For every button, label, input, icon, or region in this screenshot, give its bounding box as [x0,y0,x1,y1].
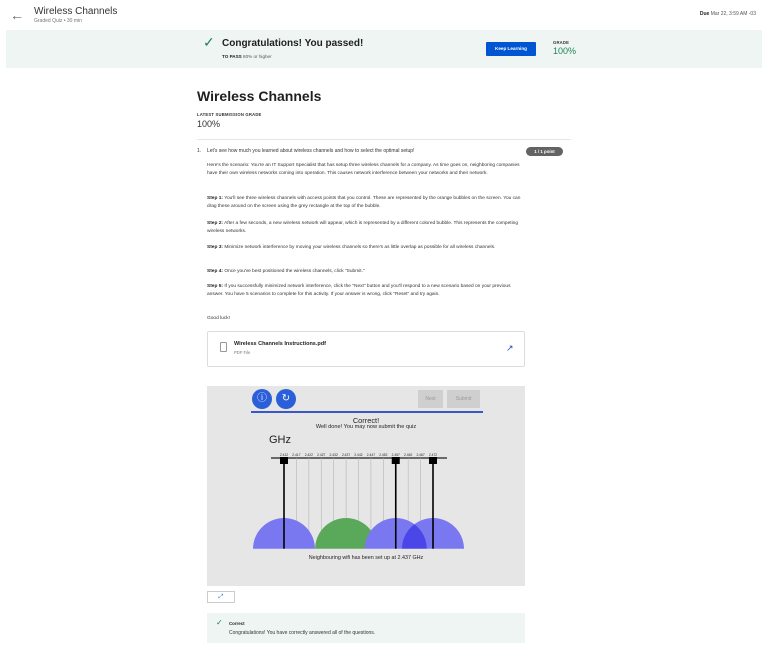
passed-message: Congratulations! You passed! [222,38,364,49]
question-prompt: Let's see how much you learned about wireless channels and how to select the optimal setup! [207,148,415,154]
check-icon: ✓ [216,618,223,627]
access-point-handle [429,457,437,464]
tick-label: 2.462 [404,453,413,457]
step-3 [207,244,527,252]
to-pass-info [222,54,272,59]
next-button[interactable]: Next [418,390,443,408]
passed-banner [6,30,762,68]
due-value: Mar 22, 3:59 AM -03 [710,11,756,17]
top-header [0,0,768,30]
grade-value: 100% [553,46,577,56]
step-5-label: Step 5: [207,284,223,289]
result-title: Correct! [352,416,380,425]
latest-grade-label: LATEST SUBMISSION GRADE [197,112,262,117]
document-icon [220,342,227,352]
tick-label: 2.422 [304,453,313,457]
grade-label: GRADE [553,40,570,45]
tick-label: 2.412 [279,453,289,457]
to-pass-value: 80% or higher [243,54,272,59]
tick-label: 2.452 [379,453,388,457]
step-5 [207,283,527,298]
tick-label: 2.472 [428,453,438,457]
tick-label: 2.417 [292,453,301,457]
scenario-text: Here's the scenario: You're an IT Support Specialist that has setup three wireless channels for a company. As time goes on, neighboring companies have their own wireless networks coming into operation. This causes network interference between your networks and their network. [207,163,520,176]
neighbour-wifi-text: Neighbouring wifi has been set up at 2.437 GHz [308,555,424,561]
tick-label: 2.447 [366,453,376,457]
back-arrow-icon[interactable]: ← [10,7,24,23]
step-4-text: Once you've best positioned the wireless channels, click "Submit." [223,269,365,274]
info-icon[interactable]: ⓘ [252,389,272,409]
question-number: 1. [197,148,202,154]
step-1-label: Step 1: [207,196,223,201]
step-3-text: Minimize network interference by moving your wireless channels so there's as little overlap as possible for all wireless channels. [223,245,496,250]
tick-label: 2.427 [317,453,326,457]
step-3-label: Step 3: [207,245,223,250]
due-date [700,11,756,17]
submit-button[interactable]: Submit [447,390,480,408]
result-message: Well done! You may now submit the quiz [315,424,417,430]
pdf-filename[interactable]: Wireless Channels Instructions.pdf [234,341,326,347]
step-2-label: Step 2: [207,221,223,226]
reset-icon[interactable]: ↻ [276,389,296,409]
page-title: Wireless Channels [197,88,322,104]
step-1-text: You'll see three wireless channels with access points that you control. These are represented by the orange bubbles on the screen. You can drag these around on the screen using the grey rectangle at the top of the bubble. [207,196,521,209]
open-external-icon[interactable]: ↗ [506,343,514,353]
latest-grade-value: 100% [197,119,221,129]
due-label: Due [699,11,710,17]
toolbar-divider [251,411,483,413]
expand-icon[interactable]: ⤢ [207,591,235,603]
check-icon: ✓ [203,34,215,50]
feedback-text: Congratulations! You have correctly answered all of the questions. [229,630,376,636]
quiz-title: Wireless Channels [34,6,118,17]
points-badge: 1 / 1 point [526,147,563,156]
step-2-text: After a few seconds, a new wireless network will appear, which is represented by a different colored bubble. This represents the competing wireless networks. [207,221,518,234]
pdf-attachment[interactable] [207,331,525,367]
step-1 [207,195,527,210]
feedback-title: Correct [229,621,245,626]
to-pass-label: TO PASS [222,54,242,59]
wireless-activity [207,386,525,586]
access-point-handle [392,457,400,464]
good-luck-text: Good luck! [207,316,230,321]
tick-label: 2.467 [416,453,425,457]
keep-learning-button[interactable]: Keep Learning [486,42,536,56]
pdf-filetype: PDF File [234,350,251,355]
tick-label: 2.457 [391,453,400,457]
quiz-subtitle: Graded Quiz • 30 min [34,18,82,24]
divider [197,139,571,140]
unit-label: GHz [269,434,291,446]
access-point-handle [280,457,288,464]
answer-feedback [207,613,525,643]
step-5-text: If you successfully minimized network interference, click the "Next" button and you'll respond to a new scenario based on your previous answer. You have 5 scenarios to complete for this activity. If your answer is wrong, click "Reset" and try again. [207,284,511,297]
tick-label: 2.432 [329,453,338,457]
tick-label: 2.442 [354,453,363,457]
step-4-label: Step 4: [207,269,223,274]
tick-label: 2.437 [341,453,351,457]
step-4 [207,268,527,276]
step-2 [207,220,527,235]
